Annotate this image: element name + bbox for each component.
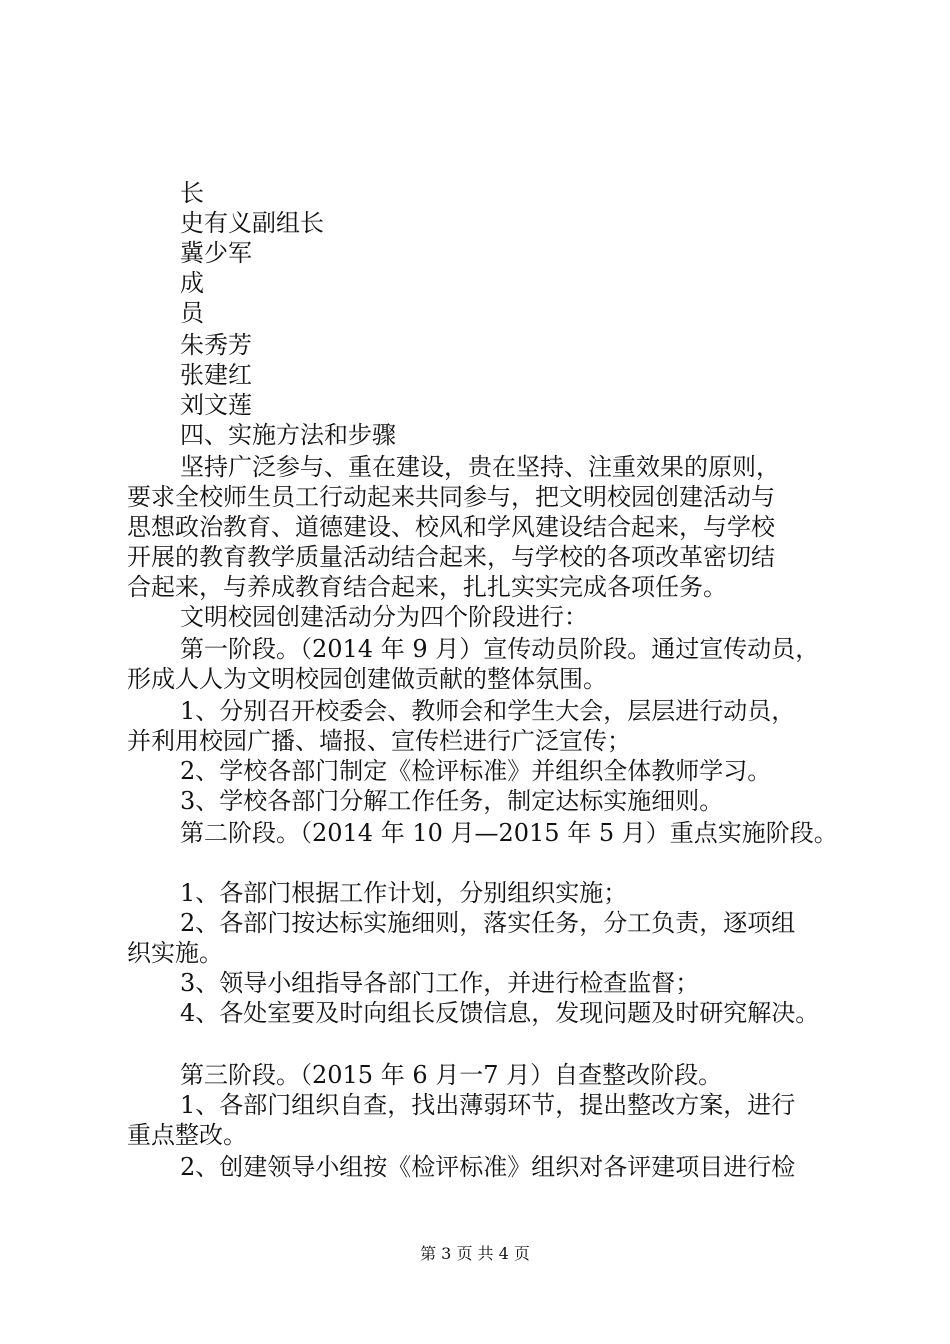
- paragraph-line: 要求全校师生员工行动起来共同参与，把文明校园创建活动与: [127, 483, 775, 511]
- text-line: 长: [180, 179, 204, 207]
- paragraph-line: 第三阶段。（2015 年 6 月一7 月）自查整改阶段。: [180, 1061, 723, 1089]
- list-item: 1、各部门根据工作计划，分别组织实施；: [180, 879, 628, 907]
- list-item: 1、各部门组织自查，找出薄弱环节，提出整改方案，进行: [180, 1091, 796, 1119]
- list-item: 2、创建领导小组按《检评标准》组织对各评建项目进行检: [180, 1153, 796, 1181]
- paragraph-line: 文明校园创建活动分为四个阶段进行：: [180, 603, 588, 631]
- paragraph-line: 思想政治教育、道德建设、校风和学风建设结合起来，与学校: [127, 513, 775, 541]
- list-item: 3、学校各部门分解工作任务，制定达标实施细则。: [180, 787, 724, 815]
- list-item: 2、各部门按达标实施细则，落实任务，分工负责，逐项组: [180, 909, 796, 937]
- list-item: 织实施。: [127, 939, 223, 967]
- list-item: 重点整改。: [127, 1121, 247, 1149]
- paragraph-line: 合起来，与养成教育结合起来，扎扎实实完成各项任务。: [127, 573, 727, 601]
- section-heading: 四、实施方法和步骤: [180, 421, 396, 449]
- text-line: 张建红: [180, 361, 252, 389]
- paragraph-line: 第一阶段。（2014 年 9 月）宣传动员阶段。通过宣传动员，: [180, 635, 820, 663]
- paragraph-line: 第二阶段。（2014 年 10 月—2015 年 5 月）重点实施阶段。: [180, 819, 838, 847]
- text-line: 成: [180, 269, 204, 297]
- paragraph-line: 形成人人为文明校园创建做贡献的整体氛围。: [127, 665, 607, 693]
- list-item: 4、各处室要及时向组长反馈信息，发现问题及时研究解决。: [180, 999, 820, 1027]
- text-line: 刘文莲: [180, 391, 252, 419]
- text-line: 朱秀芳: [180, 331, 252, 359]
- text-line: 史有义副组长: [180, 209, 324, 237]
- page-footer: 第 3 页 共 4 页: [420, 1244, 530, 1263]
- list-item: 2、学校各部门制定《检评标准》并组织全体教师学习。: [180, 757, 772, 785]
- list-item: 3、领导小组指导各部门工作，并进行检查监督；: [180, 969, 700, 997]
- text-line: 员: [180, 299, 204, 327]
- list-item: 并利用校园广播、墙报、宣传栏进行广泛宣传；: [127, 727, 631, 755]
- text-line: 冀少军: [180, 239, 252, 267]
- list-item: 1、分别召开校委会、教师会和学生大会，层层进行动员，: [180, 697, 796, 725]
- paragraph-line: 开展的教育教学质量活动结合起来，与学校的各项改革密切结: [127, 543, 775, 571]
- paragraph-line: 坚持广泛参与、重在建设，贵在坚持、注重效果的原则，: [180, 453, 780, 481]
